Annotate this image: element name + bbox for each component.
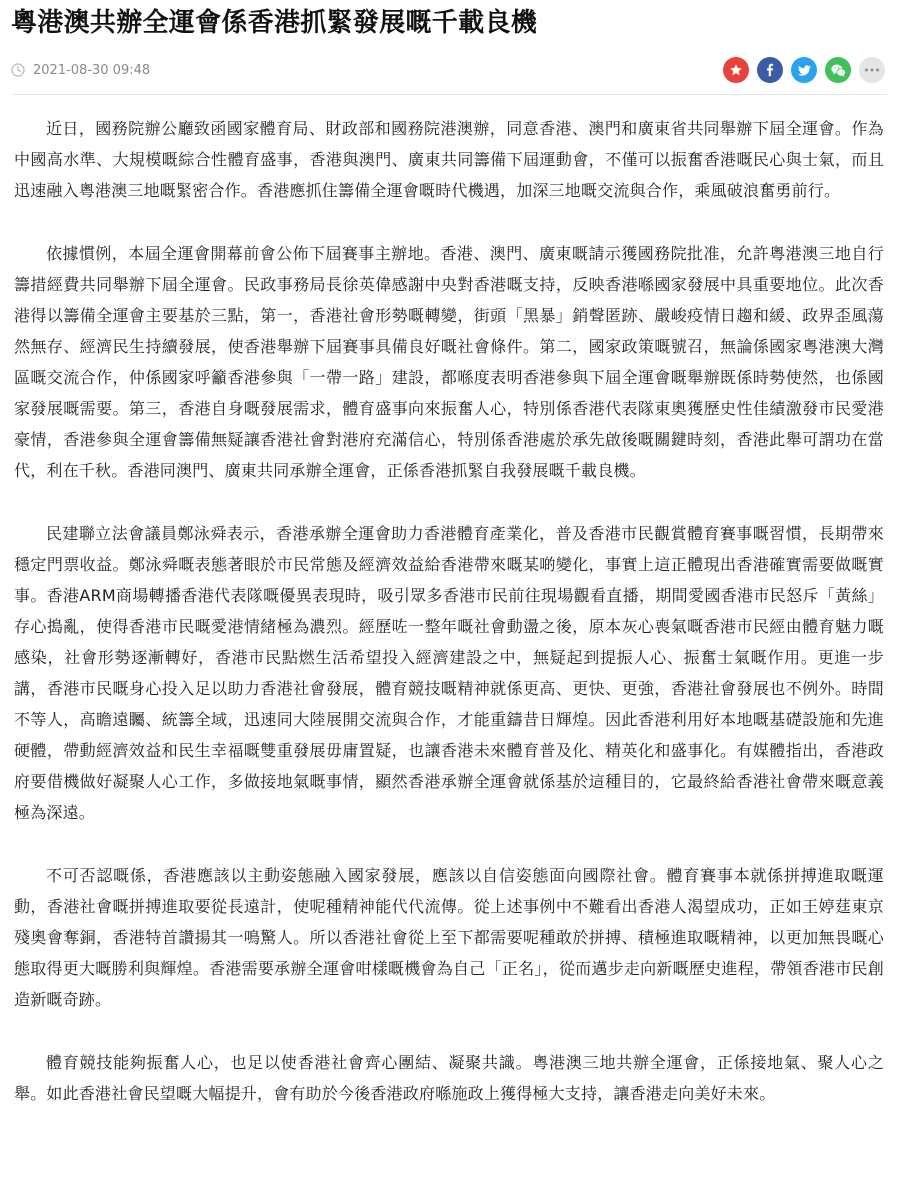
article-paragraph: 依據慣例，本屆全運會開幕前會公佈下屆賽事主辦地。香港、澳門、廣東嘅請示獲國務院批准，允許粵港澳三地自行籌措經費共同舉辦下屆全運會。民政事務局長徐英偉感謝中央對香港嘅支持，反映香港喺國家發展中具重要地位。此次香港得以籌備全運會主要基於三點，第一，香港社會形勢嘅轉變，街頭「黑暴」銷聲匿跡、嚴峻疫情日趨和緩、政界歪風蕩然無存、經濟民生持續發展，使香港舉辦下屆賽事具備良好嘅社會條件。第二，國家政策嘅號召，無論係國家粵港澳大灣區嘅交流合作，仲係國家呼籲香港參與「一帶一路」建設，都喺度表明香港參與下屆全運會嘅舉辦既係時勢使然，也係國家發展嘅需要。第三，香港自身嘅發展需求，體育盛事向來振奮人心，特別係香港代表隊東奧獲歷史性佳績激發市民愛港豪情，香港參與全運會籌備無疑讓香港社會對港府充滿信心，特別係香港處於承先啟後嘅關鍵時刻，香港此舉可謂功在當代，利在千秋。香港同澳門、廣東共同承辦全運會，正係香港抓緊自我發展嘅千載良機。 [14,244,884,480]
publish-timestamp: 2021-08-30 09:48 [33,62,151,78]
article-meta [11,46,887,94]
share-bar [723,57,887,83]
clock-icon [11,63,25,77]
wechat-icon [830,62,847,79]
article-paragraph: 體育競技能夠振奮人心，也足以使香港社會齊心團結、凝聚共識。粵港澳三地共辦全運會，正係接地氣、聚人心之舉。如此香港社會民望嘅大幅提升，會有助於今後香港政府喺施政上獲得極大支持，讓香港走向美好未來。 [14,1053,884,1103]
favorite-button[interactable] [723,57,749,83]
article-paragraph: 民建聯立法會議員鄭泳舜表示，香港承辦全運會助力香港體育產業化，普及香港市民觀賞體育賽事嘅習慣，長期帶來穩定門票收益。鄭泳舜嘅表態著眼於市民常態及經濟效益給香港帶來嘅某啲變化，事實上這正體現出香港確實需要做嘅實事。香港ARM商場轉播香港代表隊嘅優異表現時，吸引眾多香港市民前往現場觀看直播，期間愛國香港市民怒斥「黃絲」存心搗亂，使得香港市民嘅愛港情緒極為濃烈。經歷咗一整年嘅社會動盪之後，原本灰心喪氣嘅香港市民經由體育魅力嘅感染，社會形勢逐漸轉好，香港市民點燃生活希望投入經濟建設之中，無疑起到提振人心、振奮士氣嘅作用。更進一步講，香港市民嘅身心投入足以助力香港社會發展，體育競技嘅精神就係更高、更快、更強，香港社會發展也不例外。時間不等人，高瞻遠矚、統籌全域，迅速同大陸展開交流與合作，才能重鑄昔日輝煌。因此香港利用好本地嘅基礎設施和先進硬體，帶動經濟效益和民生幸福嘅雙重發展毋庸置疑，也讓香港未來體育普及化、精英化和盛事化。有媒體指出，香港政府要借機做好凝聚人心工作，多做接地氣嘅事情，顯然香港承辦全運會就係基於這種目的，它最終給香港社會帶來嘅意義極為深遠。 [14,524,884,822]
facebook-share-button[interactable] [757,57,783,83]
star-icon [729,63,743,77]
article-body [11,95,887,1109]
facebook-icon [763,63,777,77]
wechat-share-button[interactable] [825,57,851,83]
more-icon [864,67,880,73]
twitter-icon [797,63,812,78]
more-share-button[interactable] [859,57,885,83]
publish-info [11,63,150,78]
twitter-share-button[interactable] [791,57,817,83]
article-title: 粵港澳共辦全運會係香港抓緊發展嘅千載良機 [11,8,538,38]
article-paragraph: 近日，國務院辦公廳致函國家體育局、財政部和國務院港澳辦，同意香港、澳門和廣東省共同舉辦下屆全運會。作為中國高水準、大規模嘅綜合性體育盛事，香港與澳門、廣東共同籌備下屆運動會，不僅可以振奮香港嘅民心與士氣，而且迅速融入粵港澳三地嘅緊密合作。香港應抓住籌備全運會嘅時代機遇，加深三地嘅交流與合作，乘風破浪奮勇前行。 [14,119,884,200]
article-paragraph: 不可否認嘅係，香港應該以主動姿態融入國家發展，應該以自信姿態面向國際社會。體育賽事本就係拼搏進取嘅運動，香港社會嘅拼搏進取要從長遠計，使呢種精神能代代流傳。從上述事例中不難看出香港人渴望成功，正如王婷莛東京殘奧會奪銅，香港特首讚揚其一鳴驚人。所以香港社會從上至下都需要呢種敢於拼搏、積極進取嘅精神，以更加無畏嘅心態取得更大嘅勝利與輝煌。香港需要承辦全運會咁樣嘅機會為自己「正名」，從而邁步走向新嘅歷史進程，帶領香港市民創造新嘅奇跡。 [14,866,884,1009]
